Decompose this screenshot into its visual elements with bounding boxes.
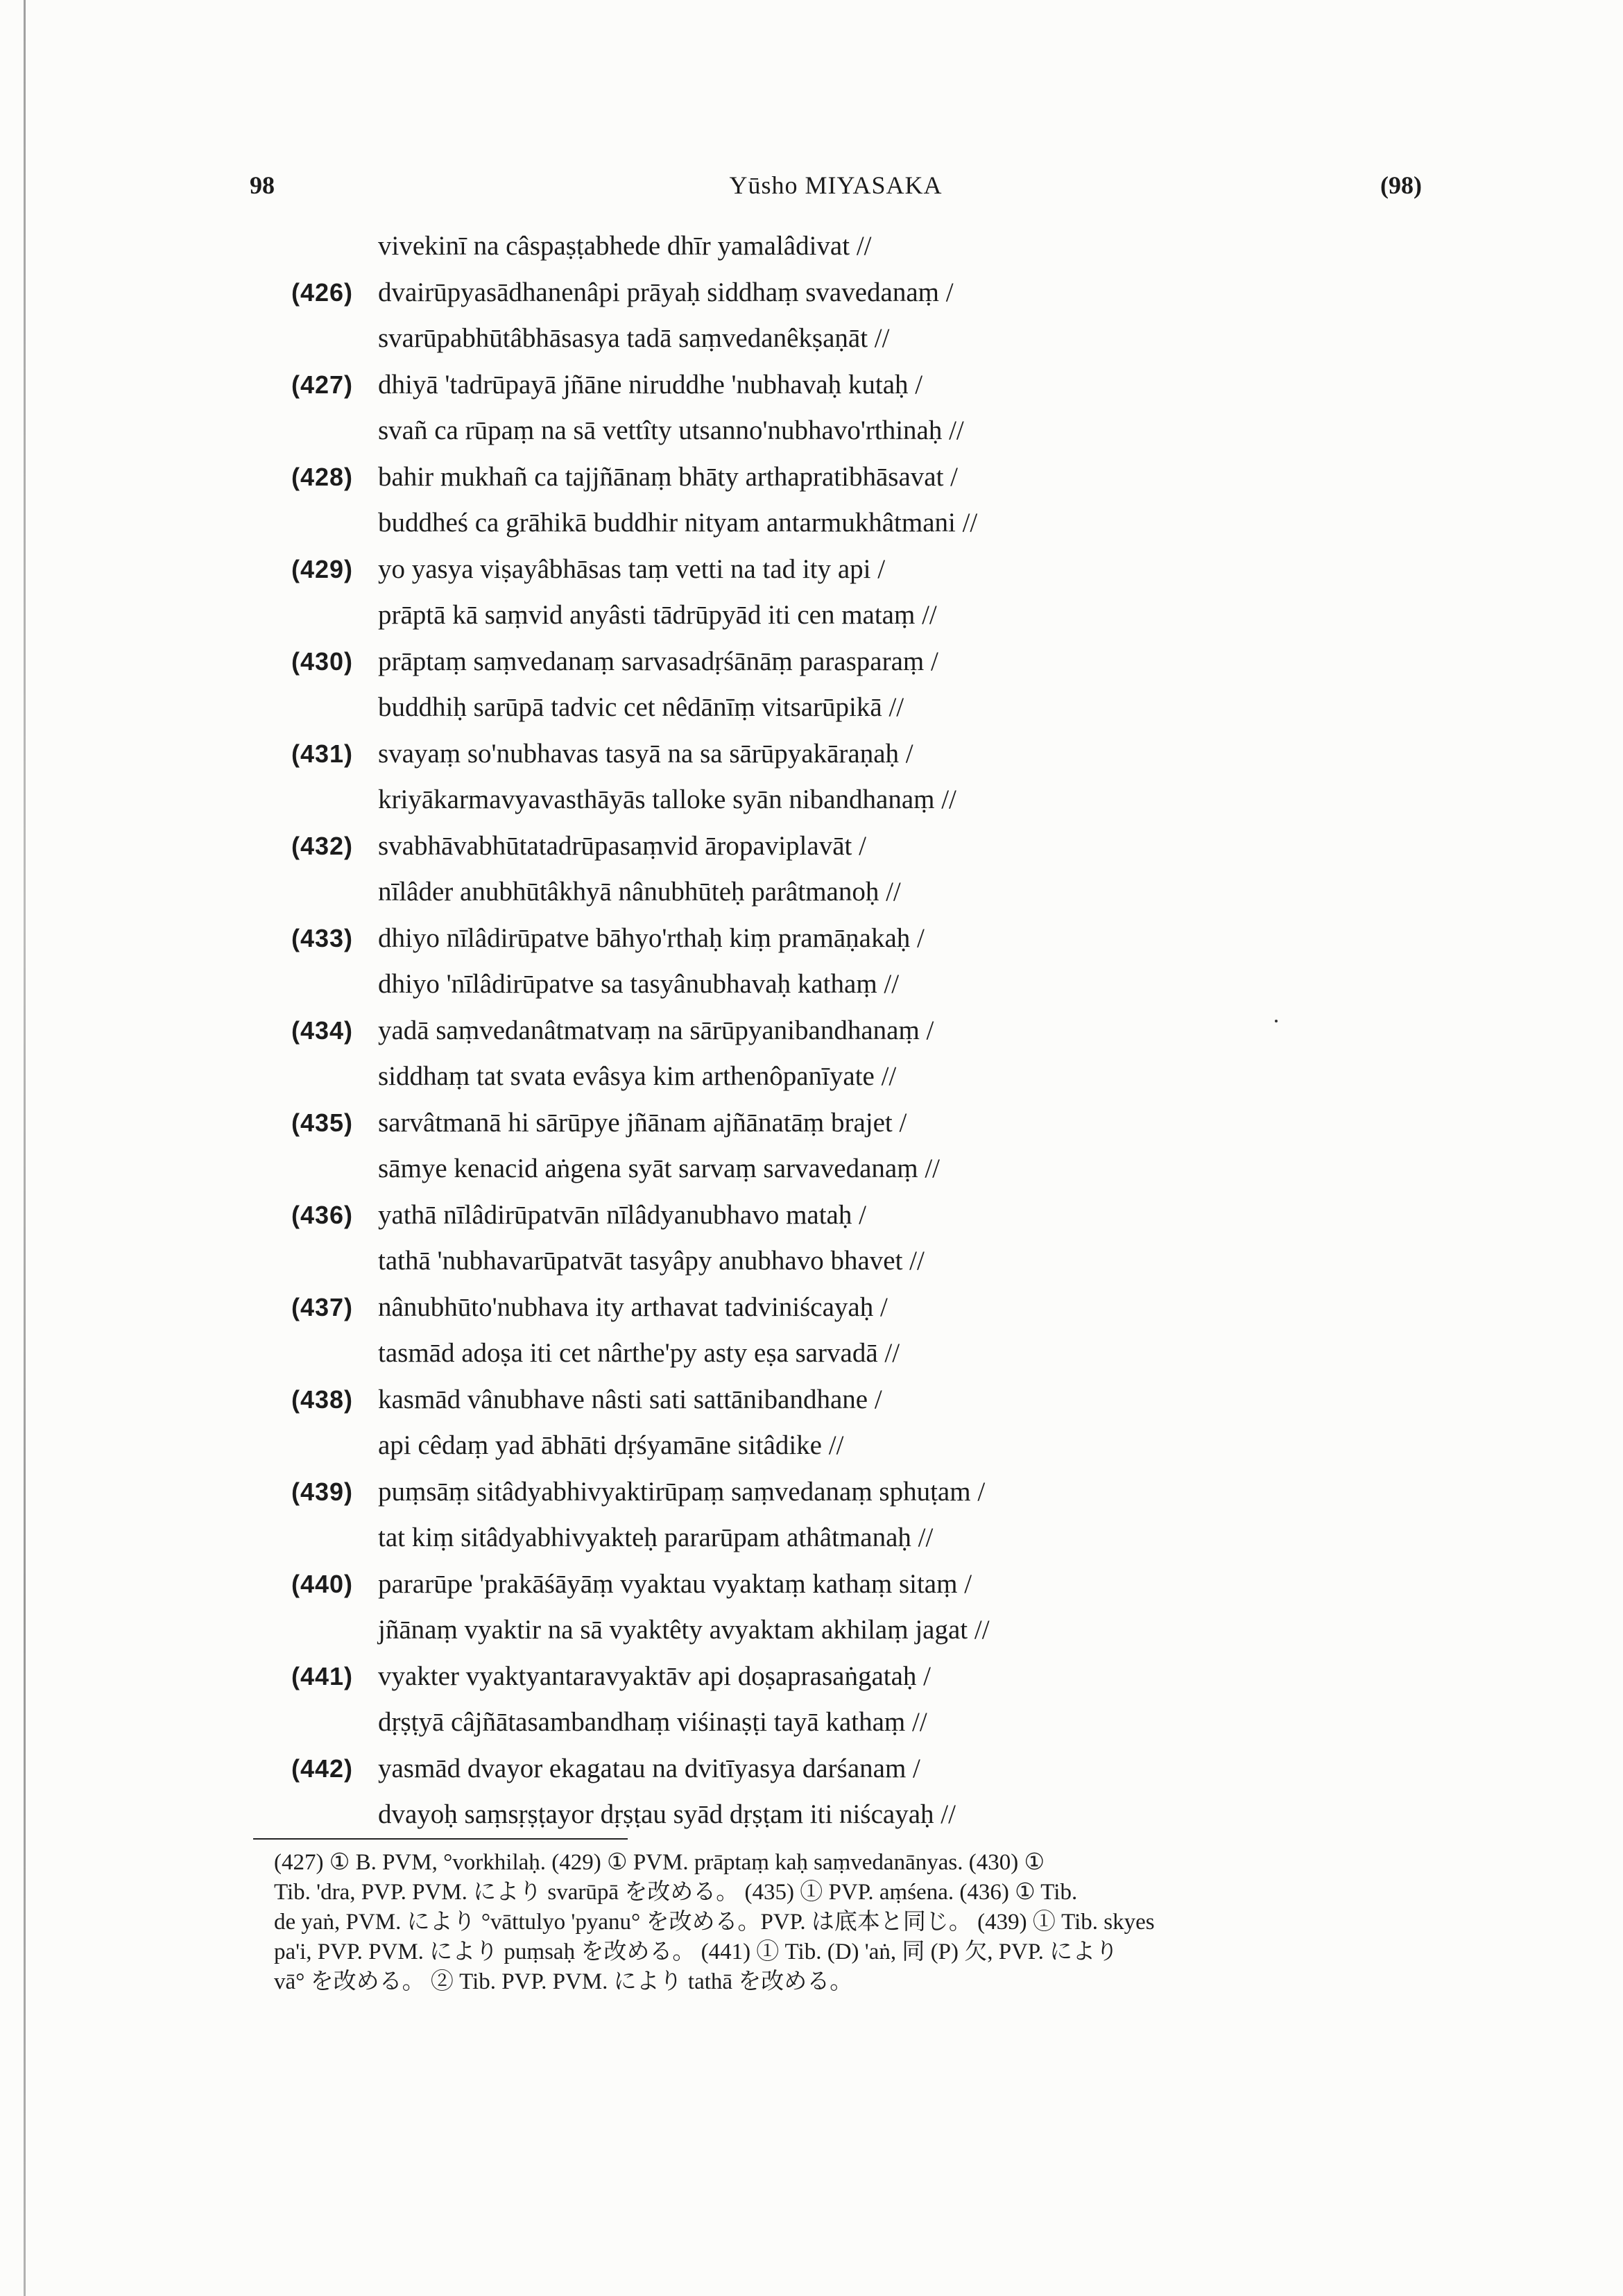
verse-number: (439) — [291, 1477, 354, 1506]
verse-line — [291, 1285, 1248, 1331]
verse-text: pararūpe 'prakāśāyāṃ vyaktau vyaktaṃ kathaṃ sitaṃ / — [378, 1568, 972, 1599]
verse-text: siddhaṃ tat svata evâsya kim arthenôpanīyate // — [378, 1061, 897, 1091]
verse-text: svañ ca rūpaṃ na sā vettîty utsanno'nubhavo'rthinaḥ // — [378, 415, 964, 445]
page-number-paren: (98) — [1380, 171, 1422, 199]
verse-text: tat kiṃ sitâdyabhivyakteḥ pararūpam athâtmanaḥ // — [378, 1523, 934, 1552]
verse-line — [291, 362, 1248, 409]
verse-text: dvayoḥ saṃsṛṣṭayor dṛṣṭau syād dṛṣṭam iti niścayaḥ // — [378, 1799, 956, 1829]
verse-line — [291, 1746, 1248, 1792]
verse-line — [291, 639, 1248, 685]
verse-line — [291, 685, 1248, 731]
verse-line — [291, 592, 1248, 639]
verse-line — [291, 731, 1248, 778]
verse-line — [291, 1377, 1248, 1423]
verse-line — [291, 1699, 1248, 1746]
footnotes — [274, 1848, 1453, 1997]
verse-line — [291, 1100, 1248, 1147]
footnote-line: pa'i, PVP. PVM. により puṃsaḥ を改める。 (441) ① Tib. (D) 'aṅ, 同 (P) 欠, PVP. により — [274, 1939, 1119, 1964]
verse-text: dṛṣṭyā câjñātasambandhaṃ viśinaṣṭi tayā kathaṃ // — [378, 1707, 927, 1737]
verse-text: tathā 'nubhavarūpatvāt tasyâpy anubhavo bhavet // — [378, 1246, 925, 1276]
verse-text: yadā saṃvedanâtmatvaṃ na sārūpyanibandhanaṃ / — [378, 1015, 934, 1045]
verse-line — [291, 1607, 1248, 1654]
binding-edge — [24, 0, 26, 2296]
verse-number: (436) — [291, 1200, 354, 1229]
verse-text: sāmye kenacid aṅgena syāt sarvaṃ sarvavedanaṃ // — [378, 1154, 940, 1183]
verse-text: prāptaṃ saṃvedanaṃ sarvasadṛśānāṃ parasparaṃ / — [378, 646, 938, 676]
verse-number: (427) — [291, 370, 354, 399]
verse-number: (441) — [291, 1661, 354, 1690]
verse-text: sarvâtmanā hi sārūpye jñānam ajñānatāṃ brajet / — [378, 1107, 907, 1138]
verse-line — [291, 869, 1248, 916]
verse-text: yasmād dvayor ekagatau na dvitīyasya darśanam / — [378, 1753, 920, 1783]
verse-line — [291, 961, 1248, 1008]
verse-line — [291, 223, 1248, 270]
verse-line — [291, 916, 1248, 962]
page-header — [250, 171, 1422, 212]
verse-line — [291, 316, 1248, 362]
footnote-rule — [253, 1838, 628, 1840]
running-head-author: Yūsho MIYASAKA — [729, 171, 943, 199]
verse-list — [291, 223, 1248, 1838]
verse-text: tasmād adoṣa iti cet nârthe'py asty eṣa sarvadā // — [378, 1338, 900, 1368]
scan-speck — [1275, 1020, 1278, 1022]
verse-line — [291, 500, 1248, 547]
verse-line — [291, 1008, 1248, 1054]
verse-number: (437) — [291, 1292, 354, 1321]
verse-number: (431) — [291, 739, 354, 768]
verse-line — [291, 777, 1248, 823]
verse-text: jñānaṃ vyaktir na sā vyaktêty avyaktam akhilaṃ jagat // — [378, 1615, 990, 1645]
verse-number: (428) — [291, 462, 354, 491]
verse-number: (426) — [291, 277, 354, 307]
footnote-line: de yaṅ, PVM. により °vāttulyo 'pyanu° を改める。PVP. は底本と同じ。 (439) ① Tib. skyes — [274, 1910, 1155, 1935]
verse-number: (440) — [291, 1569, 354, 1598]
verse-number: (433) — [291, 923, 354, 952]
verse-text: svayaṃ so'nubhavas tasyā na sa sārūpyakāraṇaḥ / — [378, 738, 913, 769]
verse-text: kriyākarmavyavasthāyās talloke syān nibandhanaṃ // — [378, 785, 956, 814]
verse-text: buddheś ca grāhikā buddhir nityam antarmukhâtmani // — [378, 508, 978, 538]
verse-line — [291, 1561, 1248, 1608]
verse-number: (434) — [291, 1016, 354, 1045]
verse-line — [291, 454, 1248, 501]
verse-text: svabhāvabhūtatadrūpasaṃvid āropaviplavāt / — [378, 830, 866, 861]
footnote-line: (427) ① B. PVM, °vorkhilaḥ. (429) ① PVM. prāptaṃ kaḥ saṃvedanānyas. (430) ① — [274, 1850, 1045, 1875]
verse-text: bahir mukhañ ca tajjñānaṃ bhāty arthapratibhāsavat / — [378, 461, 959, 492]
verse-number: (435) — [291, 1108, 354, 1137]
verse-text: dhiyā 'tadrūpayā jñāne niruddhe 'nubhavaḥ kutaḥ / — [378, 369, 923, 400]
verse-text: kasmād vânubhave nâsti sati sattānibandhane / — [378, 1384, 882, 1414]
verse-text: nânubhūto'nubhava ity arthavat tadviniścayaḥ / — [378, 1292, 888, 1322]
verse-text: dhiyo 'nīlâdirūpatve sa tasyânubhavaḥ kathaṃ // — [378, 969, 900, 999]
verse-line — [291, 1146, 1248, 1192]
verse-number: (442) — [291, 1754, 354, 1783]
verse-text: prāptā kā saṃvid anyâsti tādrūpyād iti cen mataṃ // — [378, 600, 937, 630]
verse-number: (438) — [291, 1385, 354, 1414]
verse-line — [291, 1654, 1248, 1700]
verse-line — [291, 1238, 1248, 1285]
verse-text: dvairūpyasādhanenâpi prāyaḥ siddhaṃ svavedanaṃ / — [378, 277, 954, 307]
page-number: 98 — [250, 171, 275, 199]
verse-number: (429) — [291, 554, 354, 583]
verse-line — [291, 1792, 1248, 1838]
footnote-line: vā° を改める。 ② Tib. PVP. PVM. により tathā を改める。 — [274, 1969, 853, 1994]
verse-text: buddhiḥ sarūpā tadvic cet nêdānīṃ vitsarūpikā // — [378, 692, 904, 722]
verse-text: vyakter vyaktyantaravyaktāv api doṣaprasaṅgataḥ / — [378, 1661, 931, 1691]
verse-text: yathā nīlâdirūpatvān nīlâdyanubhavo mataḥ / — [378, 1199, 866, 1230]
verse-line — [291, 823, 1248, 870]
verse-text: yo yasya viṣayâbhāsas taṃ vetti na tad ity api / — [378, 554, 886, 584]
verse-text: api cêdaṃ yad ābhāti dṛśyamāne sitâdike // — [378, 1430, 844, 1460]
verse-line — [291, 1330, 1248, 1377]
verse-line — [291, 1054, 1248, 1100]
verse-number: (430) — [291, 646, 354, 676]
verse-text: nīlâder anubhūtâkhyā nânubhūteḥ parâtmanoḥ // — [378, 877, 901, 907]
verse-line — [291, 270, 1248, 316]
verse-line — [291, 1515, 1248, 1561]
verse-number: (432) — [291, 831, 354, 860]
footnote-line: Tib. 'dra, PVP. PVM. により svarūpā を改める。 (435) ① PVP. aṃśena. (436) ① Tib. — [274, 1880, 1078, 1905]
verse-line — [291, 1192, 1248, 1239]
verse-line — [291, 1423, 1248, 1469]
verse-text: puṃsāṃ sitâdyabhivyaktirūpaṃ saṃvedanaṃ sphuṭam / — [378, 1476, 986, 1507]
verse-text: vivekinī na câspaṣṭabhede dhīr yamalâdivat // — [378, 231, 872, 261]
verse-line — [291, 408, 1248, 454]
verse-text: dhiyo nīlâdirūpatve bāhyo'rthaḥ kiṃ pramāṇakaḥ / — [378, 923, 925, 953]
verse-text: svarūpabhūtâbhāsasya tadā saṃvedanêkṣaṇāt // — [378, 323, 890, 353]
verse-line — [291, 547, 1248, 593]
verse-line — [291, 1469, 1248, 1516]
